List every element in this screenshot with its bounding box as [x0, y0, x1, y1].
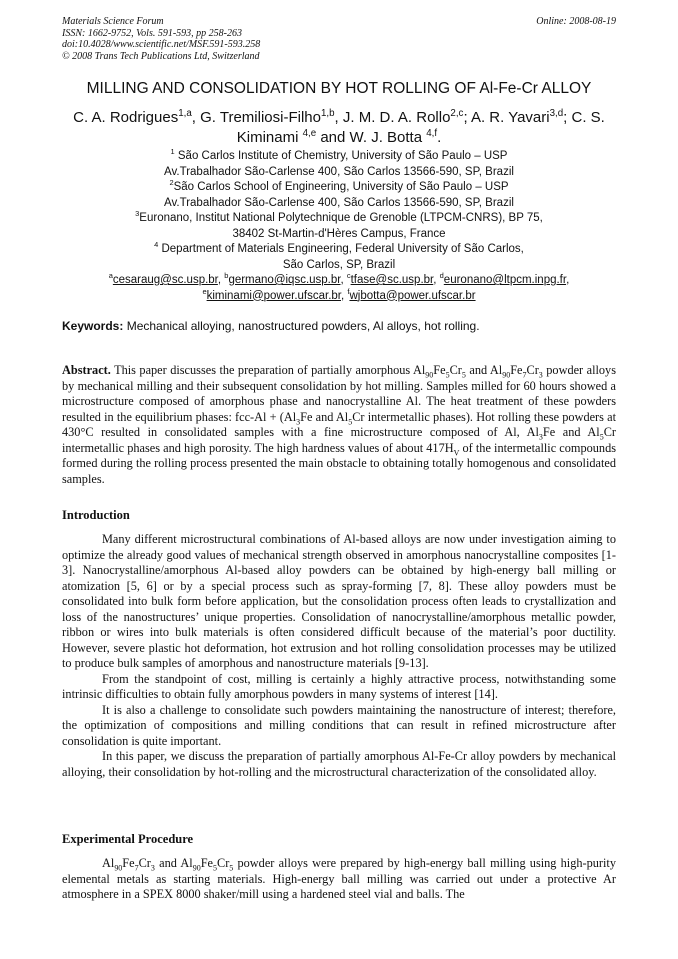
author: G. Tremiliosi-Filho$^{1,b}$,: [200, 108, 343, 126]
intro-paragraph-3: It is also a challenge to consolidate such powders maintaining the nanostructure of interest; therefore, the optimization of compositions and milling conditions that can result in refined microstructure after consolidation is quite important.: [62, 702, 616, 748]
issn-line: ISSN: 1662-9752, Vols. 591-593, pp 258-263: [62, 27, 242, 39]
affiliation-2: $^2$São Carlos School of Engineering, University of São Paulo – USP: [169, 178, 509, 193]
affiliations: [62, 149, 616, 304]
affiliation-3-address: 38402 St-Martin-d'Hères Campus, France: [232, 227, 446, 240]
intro-paragraph-4: In this paper, we discuss the preparation of partially amorphous Al-Fe-Cr alloy powders by mechanical alloying, their consolidation by hot-rolling and the microstructural characterization of the consolidated alloy.: [62, 749, 616, 779]
keywords-label: Keywords:: [62, 319, 124, 333]
online-date: [536, 16, 616, 28]
experimental-heading: Experimental Procedure: [62, 832, 194, 846]
journal-header: [62, 16, 260, 62]
intro-paragraph-1: Many different microstructural combinations of Al-based alloys are now under investigation aiming to optimize the already good values of mechanical strength observed in amorphous nanocrystalline composites [1-3]. Nanocrystalline/amorphous Al-based alloy powders can be obtained by high-energy ball milling or atomization [5, 6] or by a special process such as spray-forming [7, 8]. These alloy powders must be consolidated into bulk form before application, but the consolidation process often leads to crystallization and loss of the nanostructures’ unique properties. Consolidation of nanocrystalline/amorphous metallic powder, ribbon or wires into bulk materials is often considered difficult because of the material’s poor ductility. However, severe plastic hot deformation, hot extrusion and hot rolling consolidation processes may be utilized to produce bulk samples of amorphous and nanostructure materials [9-13].: [62, 532, 616, 670]
experimental-body: [62, 856, 616, 903]
intro-paragraph-2: From the standpoint of cost, milling is certainly a highly attractive process, notwithstanding some intrinsic difficulties to obtain fully amorphous powders in many systems of interest [14].: [62, 671, 616, 701]
affiliation-1: $^1$ São Carlos Institute of Chemistry, University of São Paulo – USP: [170, 147, 508, 162]
email-link[interactable]: tfase@sc.usp.br: [350, 274, 434, 286]
experimental-paragraph-1: $Al_{90}Fe_7Cr_3$ and $Al_{90}Fe_5Cr_5$ powder alloys were prepared by high-energy ball milling using high-purity elemental metals as starting materials. High-energy ball milling was carried out under a protective Ar atmosphere in a SPEX 8000 shaker/mill using a hardened steel vial and balls. The: [62, 856, 616, 901]
author: W. J. Botta $^{4,f}$.: [349, 128, 442, 146]
journal-name: Materials Science Forum: [62, 16, 164, 27]
affiliation-1-address: Av.Trabalhador São-Carlense 400, São Carlos 13566-590, SP, Brazil: [164, 165, 514, 178]
paper-title: MILLING AND CONSOLIDATION BY HOT ROLLING OF Al-Fe-Cr ALLOY: [86, 80, 592, 97]
abstract-label: Abstract.: [62, 363, 111, 377]
online-date-text: Online: 2008-08-19: [536, 16, 616, 27]
email-link[interactable]: cesaraug@sc.usp.br: [112, 274, 218, 286]
author: J. M. D. A. Rollo$^{2,c}$;: [342, 108, 471, 126]
email-link[interactable]: germano@iqsc.usp.br: [228, 274, 341, 286]
copyright-line: © 2008 Trans Tech Publications Ltd, Switzerland: [62, 50, 260, 62]
author: C. A. Rodrigues$^{1,a}$,: [73, 108, 201, 126]
author: A. R. Yavari$^{3,d}$;: [470, 108, 572, 126]
affiliation-4: $^4$ Department of Materials Engineering, Federal University of São Carlos,: [154, 240, 524, 255]
keywords: [62, 319, 616, 333]
affiliation-4-address: São Carlos, SP, Brazil: [282, 258, 396, 271]
introduction-heading: Introduction: [62, 508, 130, 522]
author: C. S. Kiminami $^{4,e}$ and: [236, 109, 605, 146]
affiliation-2-address: Av.Trabalhador São-Carlense 400, São Carlos 13566-590, SP, Brazil: [164, 196, 514, 209]
email-line-1: $^a$cesaraug@sc.usp.br, $^b$germano@iqsc.usp.br, $^c$tfase@sc.usp.br, $^d$euronano@ltpcm.inpg.fr,: [108, 271, 570, 286]
keywords-text: Mechanical alloying, nanostructured powders, Al alloys, hot rolling.: [126, 319, 480, 333]
email-link[interactable]: kiminami@power.ufscar.br: [206, 289, 341, 302]
affiliation-3: $^3$Euronano, Institut National Polytechnique de Grenoble (LTPCM-CNRS), BP 75,: [135, 209, 543, 224]
introduction-body: [62, 532, 616, 780]
abstract: Abstract. This paper discusses the preparation of partially amorphous $Al_{90}Fe_5Cr_5$ and $Al_{90}Fe_7Cr_3$ powder alloys by mechanical milling and their subsequent consolidation by hot milling. Samples milled for 60 hours showed a microstructure composed of amorphous phase and nanocrystalline Al. The heat treatment of these powders resulted in the equilibrium phases: $fcc-Al + (Al_3Fe$ and $Al_5Cr$ intermetallic phases). Hot rolling these powders at 430°C resulted in consolidated samples with a fine microstructure composed of Al, $Al_3Fe$ and $Al_5Cr$ intermetallic phases and high porosity. The high hardness values of about $417H_V$ of the intermetallic compounds formed during the rolling process presented the main obstacle to obtaining totally homogenous and consolidated samples.: [62, 363, 617, 486]
doi-line: doi:10.4028/www.scientific.net/MSF.591-593.258: [62, 39, 261, 50]
email-line-2: $^e$kiminami@power.ufscar.br, $^f$wjbotta@power.ufscar.br: [202, 286, 476, 302]
email-link[interactable]: euronano@ltpcm.inpg.fr: [443, 274, 567, 286]
email-link[interactable]: wjbotta@power.ufscar.br: [349, 289, 476, 302]
author-list: [62, 108, 616, 148]
